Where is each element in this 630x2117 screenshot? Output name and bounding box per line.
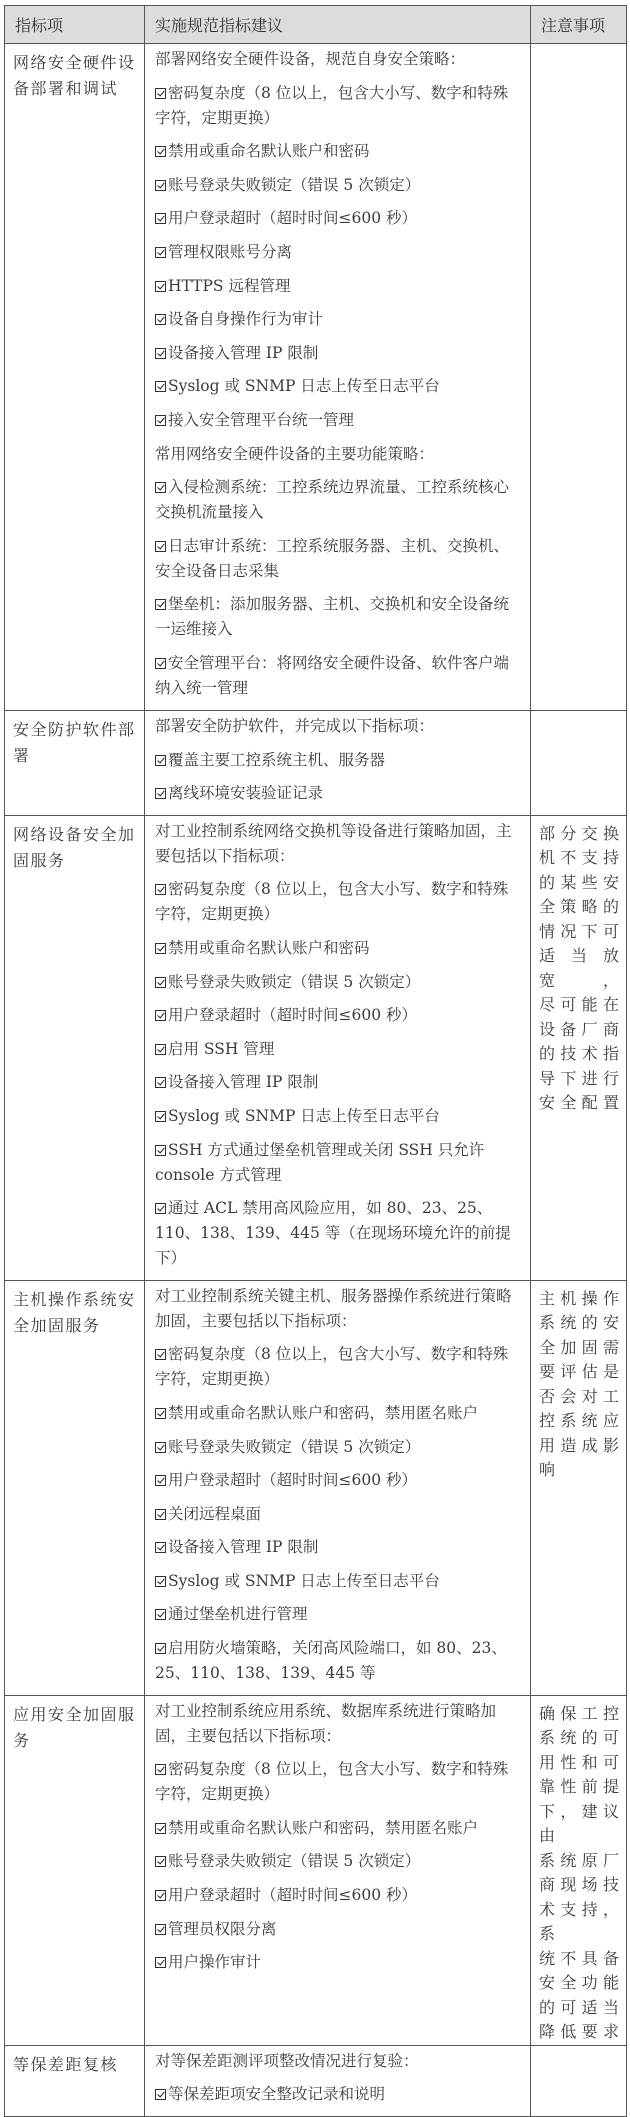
item-text: 密码复杂度（8 位以上，包含大小写、数字和特殊字符，定期更换） bbox=[155, 1760, 509, 1804]
intro-text bbox=[155, 714, 522, 739]
checklist-item bbox=[155, 81, 522, 131]
checkbox-checked-icon bbox=[155, 1408, 166, 1419]
note-line: 下，建议由 bbox=[539, 1801, 620, 1846]
item-text: 禁用或重命名默认账户和密码，禁用匿名账户 bbox=[168, 1403, 479, 1422]
checklist-item bbox=[155, 1602, 522, 1627]
checkbox-checked-icon bbox=[155, 1475, 166, 1486]
note-line: 靠性前提 bbox=[539, 1777, 620, 1797]
checklist-item bbox=[155, 1849, 522, 1874]
checklist-item bbox=[155, 1757, 522, 1807]
table-row-network-hardware-deploy bbox=[5, 44, 627, 711]
checklist-item bbox=[155, 1535, 522, 1560]
intro-text bbox=[155, 1699, 522, 1749]
intro-text bbox=[155, 1284, 522, 1334]
item-text: HTTPS 远程管理 bbox=[168, 276, 291, 295]
checklist-item bbox=[155, 307, 522, 332]
note-line: 统不具备 bbox=[539, 1948, 620, 1968]
checkbox-checked-icon bbox=[155, 658, 166, 669]
checkbox-checked-icon bbox=[155, 541, 166, 552]
checklist-item bbox=[155, 1104, 522, 1129]
note-line: 否会对工 bbox=[539, 1386, 620, 1406]
checkbox-checked-icon bbox=[155, 180, 166, 191]
item-text: 用户登录超时（超时时间≤600 秒） bbox=[168, 1006, 418, 1025]
indicator-cell: 网络安全硬件设备部署和调试 bbox=[5, 44, 145, 711]
checklist-item bbox=[155, 2082, 522, 2107]
checkbox-checked-icon bbox=[155, 1442, 166, 1453]
note-line: 情况下可 bbox=[539, 921, 620, 941]
note-line: 要评估是 bbox=[539, 1362, 620, 1382]
item-text: 用户操作审计 bbox=[168, 1953, 262, 1972]
item-text: 对等保差距测评项整改情况进行复验： bbox=[155, 2051, 419, 2070]
indicator-cell: 网络设备安全加固服务 bbox=[5, 815, 145, 1280]
indicator-cell: 应用安全加固服务 bbox=[5, 1695, 145, 2045]
indicator-cell: 安全防护软件部署 bbox=[5, 711, 145, 816]
checkbox-checked-icon bbox=[155, 1890, 166, 1901]
checklist-item bbox=[155, 970, 522, 995]
table-row-application-hardening bbox=[5, 1695, 627, 2045]
checklist-item bbox=[155, 1502, 522, 1527]
table-row-network-device-hardening bbox=[5, 815, 627, 1280]
recommendation-cell bbox=[145, 44, 531, 711]
checklist-item bbox=[155, 1435, 522, 1460]
checkbox-checked-icon bbox=[155, 977, 166, 988]
note-line: 商现场技 bbox=[539, 1875, 620, 1895]
intro-text bbox=[155, 47, 522, 72]
item-text: 对工业控制系统网络交换机等设备进行策略加固，主要包括以下指标项： bbox=[155, 821, 512, 865]
item-text: 启用防火墙策略，关闭高风险端口，如 80、23、25、110、138、139、445 等 bbox=[155, 1639, 507, 1683]
checklist-item bbox=[155, 1003, 522, 1028]
notes-cell bbox=[531, 1695, 627, 2045]
note-line: 设备厂商 bbox=[539, 1019, 620, 1039]
checkbox-checked-icon bbox=[155, 1823, 166, 1834]
item-text: 禁用或重命名默认账户和密码 bbox=[168, 142, 370, 161]
checkbox-checked-icon bbox=[155, 788, 166, 799]
note-line: 系统原厂 bbox=[539, 1850, 620, 1870]
checkbox-checked-icon bbox=[155, 1542, 166, 1553]
intro-text bbox=[155, 442, 522, 467]
checkbox-checked-icon bbox=[155, 599, 166, 610]
checkbox-checked-icon bbox=[155, 381, 166, 392]
checkbox-checked-icon bbox=[155, 1576, 166, 1587]
item-text: 等保差距项安全整改记录和说明 bbox=[168, 2085, 386, 2104]
note-line: 机不支持 bbox=[539, 848, 620, 868]
recommendation-cell bbox=[145, 815, 531, 1280]
checkbox-checked-icon bbox=[155, 1111, 166, 1122]
checklist-item bbox=[155, 475, 522, 525]
note-line: 降低要求 bbox=[539, 2022, 620, 2042]
note-line: 用性和可 bbox=[539, 1752, 620, 1772]
checklist-item bbox=[155, 206, 522, 231]
item-text: 对工业控制系统关键主机、服务器操作系统进行策略加固，主要包括以下指标项： bbox=[155, 1286, 512, 1330]
header-notes: 注意事项 bbox=[531, 6, 627, 44]
note-line: 全策略的 bbox=[539, 897, 620, 917]
item-text: 账号登录失败锁定（错误 5 次锁定） bbox=[168, 1437, 421, 1456]
item-text: 设备接入管理 IP 限制 bbox=[168, 1073, 319, 1092]
checklist-item bbox=[155, 592, 522, 642]
item-text: 账号登录失败锁定（错误 5 次锁定） bbox=[168, 972, 421, 991]
checkbox-checked-icon bbox=[155, 88, 166, 99]
checkbox-checked-icon bbox=[155, 213, 166, 224]
item-text: 部署安全防护软件，并完成以下指标项： bbox=[155, 717, 435, 735]
item-text: 密码复杂度（8 位以上，包含大小写、数字和特殊字符，定期更换） bbox=[155, 880, 509, 924]
checklist-item bbox=[155, 781, 522, 806]
checkbox-checked-icon bbox=[155, 1509, 166, 1520]
checkbox-checked-icon bbox=[155, 1764, 166, 1775]
checklist-item bbox=[155, 748, 522, 773]
indicator-cell: 等保差距复核 bbox=[5, 2045, 145, 2116]
checklist-item bbox=[155, 374, 522, 399]
header-indicator: 指标项 bbox=[5, 6, 145, 44]
item-text: 账号登录失败锁定（错误 5 次锁定） bbox=[168, 175, 421, 194]
item-text: Syslog 或 SNMP 日志上传至日志平台 bbox=[168, 1571, 440, 1590]
checklist-item bbox=[155, 877, 522, 927]
notes-cell bbox=[531, 44, 627, 711]
note-line: 部分交换 bbox=[539, 823, 620, 843]
note-line: 确保工控 bbox=[539, 1703, 620, 1723]
indicator-cell: 主机操作系统安全加固服务 bbox=[5, 1280, 145, 1695]
recommendation-cell bbox=[145, 2045, 531, 2116]
item-text: 禁用或重命名默认账户和密码，禁用匿名账户 bbox=[168, 1818, 479, 1837]
checkbox-checked-icon bbox=[155, 1044, 166, 1055]
checklist-item bbox=[155, 1636, 522, 1686]
note-line: 用造成影 bbox=[539, 1435, 620, 1455]
checklist-item bbox=[155, 408, 522, 433]
item-text: 管理权限账号分离 bbox=[168, 242, 293, 261]
checkbox-checked-icon bbox=[155, 1957, 166, 1968]
item-text: 用户登录超时（超时时间≤600 秒） bbox=[168, 1471, 418, 1490]
notes-cell bbox=[531, 815, 627, 1280]
intro-text bbox=[155, 2049, 522, 2074]
checkbox-checked-icon bbox=[155, 1145, 166, 1156]
note-line: 系统的安 bbox=[539, 1313, 620, 1333]
checkbox-checked-icon bbox=[155, 1609, 166, 1620]
item-text: 常用网络安全硬件设备的主要功能策略： bbox=[155, 444, 435, 463]
notes-cell bbox=[531, 711, 627, 816]
note-line: 主机操作 bbox=[539, 1288, 620, 1308]
item-text: 用户登录超时（超时时间≤600 秒） bbox=[168, 209, 418, 228]
spec-table bbox=[4, 5, 627, 2117]
item-text: 安全管理平台：将网络安全硬件设备、软件客户端纳入统一管理 bbox=[155, 653, 510, 697]
recommendation-cell bbox=[145, 1695, 531, 2045]
note-line: 全加固需 bbox=[539, 1337, 620, 1357]
item-text: 离线环境安装验证记录 bbox=[168, 784, 324, 803]
checklist-item bbox=[155, 173, 522, 198]
item-text: Syslog 或 SNMP 日志上传至日志平台 bbox=[168, 377, 440, 396]
header-row bbox=[5, 6, 627, 44]
checkbox-checked-icon bbox=[155, 1643, 166, 1654]
checkbox-checked-icon bbox=[155, 1856, 166, 1867]
item-text: 入侵检测系统：工控系统边界流量、工控系统核心交换机流量接入 bbox=[155, 478, 510, 522]
note-line: 尽可能在 bbox=[539, 995, 620, 1015]
item-text: 部署网络安全硬件设备，规范自身安全策略： bbox=[155, 50, 466, 68]
note-line: 系统的可 bbox=[539, 1728, 620, 1748]
checkbox-checked-icon bbox=[155, 146, 166, 157]
checklist-item bbox=[155, 341, 522, 366]
item-text: 通过堡垒机进行管理 bbox=[168, 1605, 308, 1624]
recommendation-cell bbox=[145, 1280, 531, 1695]
note-line: 控系统应 bbox=[539, 1411, 620, 1431]
item-text: SSH 方式通过堡垒机管理或关闭 SSH 只允许 console 方式管理 bbox=[155, 1140, 485, 1184]
checklist-item bbox=[155, 1070, 522, 1095]
note-line: 适当放宽， bbox=[539, 946, 620, 990]
item-text: Syslog 或 SNMP 日志上传至日志平台 bbox=[168, 1106, 440, 1125]
recommendation-cell bbox=[145, 711, 531, 816]
item-text: 账号登录失败锁定（错误 5 次锁定） bbox=[168, 1852, 421, 1871]
checklist-item bbox=[155, 1342, 522, 1392]
checklist-item bbox=[155, 1816, 522, 1841]
checklist-item bbox=[155, 1950, 522, 1975]
checklist-item bbox=[155, 1138, 522, 1188]
checkbox-checked-icon bbox=[155, 1010, 166, 1021]
checkbox-checked-icon bbox=[155, 884, 166, 895]
item-text: 密码复杂度（8 位以上，包含大小写、数字和特殊字符，定期更换） bbox=[155, 83, 509, 127]
note-line: 的某些安 bbox=[539, 872, 620, 892]
checkbox-checked-icon bbox=[155, 1349, 166, 1360]
item-text: 设备接入管理 IP 限制 bbox=[168, 1538, 319, 1557]
checkbox-checked-icon bbox=[155, 1077, 166, 1088]
checkbox-checked-icon bbox=[155, 482, 166, 493]
note-line: 安全配置 bbox=[539, 1093, 620, 1113]
checkbox-checked-icon bbox=[155, 943, 166, 954]
item-text: 通过 ACL 禁用高风险应用，如 80、23、25、110、138、139、445 等（在现场环境允许的前提下） bbox=[155, 1199, 511, 1268]
intro-text bbox=[155, 819, 522, 869]
item-text: 对工业控制系统应用系统、数据库系统进行策略加固，主要包括以下指标项： bbox=[155, 1701, 497, 1745]
note-line: 术支持，系 bbox=[539, 1899, 620, 1944]
item-text: 用户登录超时（超时时间≤600 秒） bbox=[168, 1886, 418, 1905]
note-line: 的技术指 bbox=[539, 1044, 620, 1064]
checklist-item bbox=[155, 1196, 522, 1271]
checklist-item bbox=[155, 1037, 522, 1062]
checklist-item bbox=[155, 139, 522, 164]
note-line: 响 bbox=[539, 1460, 557, 1480]
item-text: 堡垒机：添加服务器、主机、交换机和安全设备统一运维接入 bbox=[155, 595, 510, 639]
table-row-compliance-gap-review bbox=[5, 2045, 627, 2116]
checkbox-checked-icon bbox=[155, 1203, 166, 1214]
checkbox-checked-icon bbox=[155, 247, 166, 258]
item-text: 启用 SSH 管理 bbox=[168, 1039, 275, 1058]
table-row-host-os-hardening bbox=[5, 1280, 627, 1695]
item-text: 覆盖主要工控系统主机、服务器 bbox=[168, 750, 386, 769]
checkbox-checked-icon bbox=[155, 281, 166, 292]
checklist-item bbox=[155, 534, 522, 584]
checkbox-checked-icon bbox=[155, 755, 166, 766]
item-text: 设备自身操作行为审计 bbox=[168, 310, 324, 329]
checklist-item bbox=[155, 1883, 522, 1908]
checkbox-checked-icon bbox=[155, 1924, 166, 1935]
item-text: 日志审计系统：工控系统服务器、主机、交换机、安全设备日志采集 bbox=[155, 536, 510, 580]
checklist-item bbox=[155, 1468, 522, 1493]
notes-cell bbox=[531, 1280, 627, 1695]
item-text: 接入安全管理平台统一管理 bbox=[168, 410, 355, 429]
item-text: 关闭远程桌面 bbox=[168, 1504, 262, 1523]
checklist-item bbox=[155, 936, 522, 961]
table-row-security-software-deploy bbox=[5, 711, 627, 816]
checkbox-checked-icon bbox=[155, 2089, 166, 2100]
checkbox-checked-icon bbox=[155, 314, 166, 325]
notes-cell bbox=[531, 2045, 627, 2116]
header-recommendation: 实施规范指标建议 bbox=[145, 6, 531, 44]
item-text: 设备接入管理 IP 限制 bbox=[168, 343, 319, 362]
checklist-item bbox=[155, 1917, 522, 1942]
checklist-item bbox=[155, 1401, 522, 1426]
item-text: 管理员权限分离 bbox=[168, 1919, 277, 1938]
checklist-item bbox=[155, 1569, 522, 1594]
checklist-item bbox=[155, 651, 522, 701]
note-line: 导下进行 bbox=[539, 1068, 620, 1088]
note-line: 安全功能 bbox=[539, 1973, 620, 1993]
checkbox-checked-icon bbox=[155, 415, 166, 426]
checklist-item bbox=[155, 274, 522, 299]
checklist-item bbox=[155, 240, 522, 265]
note-line: 的可适当 bbox=[539, 1997, 620, 2017]
item-text: 密码复杂度（8 位以上，包含大小写、数字和特殊字符，定期更换） bbox=[155, 1345, 509, 1389]
checkbox-checked-icon bbox=[155, 348, 166, 359]
item-text: 禁用或重命名默认账户和密码 bbox=[168, 938, 370, 957]
